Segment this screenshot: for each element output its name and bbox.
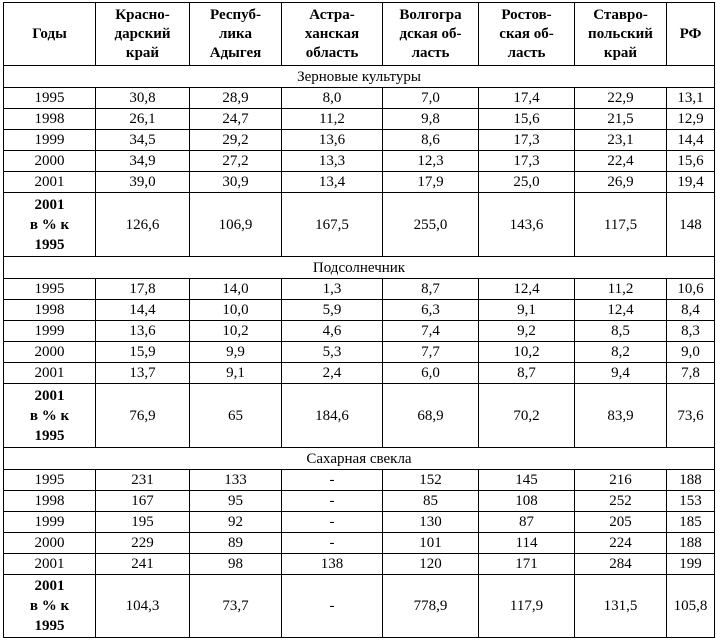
value-cell: 8,6 [383,130,479,151]
value-cell: 13,7 [96,363,190,384]
value-cell: 13,3 [282,151,383,172]
section-title: Подсолнечник [4,257,715,279]
value-cell: 34,9 [96,151,190,172]
ratio-value-cell: 117,5 [575,193,667,257]
header-krasnodar: Красно- дарский край [96,3,190,66]
value-cell: 12,4 [575,300,667,321]
table-row [4,300,715,321]
ratio-value-cell: 148 [667,193,715,257]
table-row [4,491,715,512]
value-cell: 95 [190,491,282,512]
value-cell: 15,9 [96,342,190,363]
value-cell: 8,3 [667,321,715,342]
year-cell: 1995 [4,88,96,109]
value-cell: 14,0 [190,279,282,300]
year-cell: 2000 [4,151,96,172]
value-cell: 13,6 [282,130,383,151]
ratio-value-cell: 143,6 [479,193,575,257]
table-row [4,130,715,151]
value-cell: 13,4 [282,172,383,193]
value-cell: 23,1 [575,130,667,151]
value-cell: 205 [575,512,667,533]
table-row [4,321,715,342]
value-cell: 120 [383,554,479,575]
value-cell: 10,2 [190,321,282,342]
value-cell: 26,1 [96,109,190,130]
value-cell: 8,5 [575,321,667,342]
value-cell: 188 [667,533,715,554]
value-cell: 6,0 [383,363,479,384]
value-cell: 22,4 [575,151,667,172]
value-cell: 241 [96,554,190,575]
value-cell: 284 [575,554,667,575]
value-cell: 9,1 [190,363,282,384]
year-cell: 1998 [4,109,96,130]
value-cell: 9,9 [190,342,282,363]
value-cell: 12,9 [667,109,715,130]
table-row [4,88,715,109]
table-row [4,109,715,130]
value-cell: 87 [479,512,575,533]
year-cell: 2000 [4,533,96,554]
year-cell: 1995 [4,279,96,300]
ratio-label-cell: 2001 в % к 1995 [4,193,96,257]
ratio-value-cell: 105,8 [667,575,715,638]
value-cell: 4,6 [282,321,383,342]
table-row [4,172,715,193]
value-cell: 8,7 [383,279,479,300]
ratio-value-cell: 117,9 [479,575,575,638]
value-cell: 138 [282,554,383,575]
value-cell: 34,5 [96,130,190,151]
ratio-value-cell: 70,2 [479,384,575,448]
ratio-value-cell: 73,6 [667,384,715,448]
value-cell: 231 [96,470,190,491]
section-title: Сахарная свекла [4,448,715,470]
table-row [4,533,715,554]
value-cell: 130 [383,512,479,533]
value-cell: 29,2 [190,130,282,151]
ratio-value-cell: 106,9 [190,193,282,257]
value-cell: 216 [575,470,667,491]
value-cell: - [282,512,383,533]
value-cell: 9,0 [667,342,715,363]
year-cell: 1999 [4,130,96,151]
value-cell: 10,2 [479,342,575,363]
value-cell: 15,6 [479,109,575,130]
ratio-row [4,193,715,257]
value-cell: 195 [96,512,190,533]
year-cell: 1995 [4,470,96,491]
value-cell: 185 [667,512,715,533]
value-cell: 11,2 [575,279,667,300]
value-cell: 24,7 [190,109,282,130]
value-cell: 14,4 [667,130,715,151]
crop-yield-table [3,2,715,638]
ratio-value-cell: 126,6 [96,193,190,257]
value-cell: 10,6 [667,279,715,300]
value-cell: 108 [479,491,575,512]
value-cell: 114 [479,533,575,554]
value-cell: 21,5 [575,109,667,130]
value-cell: 89 [190,533,282,554]
value-cell: 9,1 [479,300,575,321]
ratio-value-cell: 104,3 [96,575,190,638]
value-cell: 10,0 [190,300,282,321]
year-cell: 2000 [4,342,96,363]
value-cell: 167 [96,491,190,512]
value-cell: 6,3 [383,300,479,321]
section-title: Зерновые культуры [4,66,715,88]
value-cell: 17,3 [479,151,575,172]
table-row [4,470,715,491]
ratio-label-cell: 2001 в % к 1995 [4,575,96,638]
section-header-row [4,257,715,279]
value-cell: 30,8 [96,88,190,109]
value-cell: 27,2 [190,151,282,172]
value-cell: 9,8 [383,109,479,130]
value-cell: 39,0 [96,172,190,193]
value-cell: 28,9 [190,88,282,109]
header-volgograd: Волгогра дская об- ласть [383,3,479,66]
value-cell: 133 [190,470,282,491]
value-cell: 188 [667,470,715,491]
value-cell: - [282,470,383,491]
value-cell: 17,8 [96,279,190,300]
header-row [4,3,715,66]
value-cell: 14,4 [96,300,190,321]
value-cell: 101 [383,533,479,554]
value-cell: 8,4 [667,300,715,321]
value-cell: 9,4 [575,363,667,384]
value-cell: 224 [575,533,667,554]
ratio-value-cell: 131,5 [575,575,667,638]
value-cell: 12,4 [479,279,575,300]
ratio-value-cell: 73,7 [190,575,282,638]
value-cell: 7,7 [383,342,479,363]
value-cell: 19,4 [667,172,715,193]
value-cell: 85 [383,491,479,512]
ratio-value-cell: 255,0 [383,193,479,257]
value-cell: 25,0 [479,172,575,193]
year-cell: 2001 [4,363,96,384]
year-cell: 2001 [4,172,96,193]
year-cell: 1999 [4,512,96,533]
value-cell: - [282,533,383,554]
value-cell: 26,9 [575,172,667,193]
value-cell: 5,3 [282,342,383,363]
ratio-value-cell: 83,9 [575,384,667,448]
value-cell: 15,6 [667,151,715,172]
header-astrakhan: Астра- ханская область [282,3,383,66]
value-cell: 92 [190,512,282,533]
value-cell: 7,0 [383,88,479,109]
value-cell: 30,9 [190,172,282,193]
table-row [4,342,715,363]
value-cell: 17,4 [479,88,575,109]
ratio-value-cell: 778,9 [383,575,479,638]
header-adygea: Респуб- лика Адыгея [190,3,282,66]
value-cell: 1,3 [282,279,383,300]
value-cell: 22,9 [575,88,667,109]
value-cell: 252 [575,491,667,512]
value-cell: 153 [667,491,715,512]
value-cell: 152 [383,470,479,491]
table-row [4,279,715,300]
table-row [4,151,715,172]
value-cell: 8,7 [479,363,575,384]
ratio-value-cell: 68,9 [383,384,479,448]
year-cell: 2001 [4,554,96,575]
value-cell: 17,9 [383,172,479,193]
ratio-row [4,575,715,638]
table-row [4,554,715,575]
value-cell: 229 [96,533,190,554]
header-rf: РФ [667,3,715,66]
section-header-row [4,66,715,88]
value-cell: 12,3 [383,151,479,172]
value-cell: 8,0 [282,88,383,109]
value-cell: 9,2 [479,321,575,342]
value-cell: 7,4 [383,321,479,342]
value-cell: 145 [479,470,575,491]
year-cell: 1998 [4,300,96,321]
value-cell: 171 [479,554,575,575]
value-cell: 13,6 [96,321,190,342]
year-cell: 1999 [4,321,96,342]
table-body [4,3,715,638]
header-rostov: Ростов- ская об- ласть [479,3,575,66]
ratio-value-cell: 76,9 [96,384,190,448]
value-cell: 8,2 [575,342,667,363]
value-cell: 11,2 [282,109,383,130]
ratio-value-cell: 65 [190,384,282,448]
table-row [4,512,715,533]
header-years: Годы [4,3,96,66]
value-cell: 2,4 [282,363,383,384]
table-row [4,363,715,384]
header-stavropol: Ставро- польский край [575,3,667,66]
value-cell: 17,3 [479,130,575,151]
ratio-value-cell: 167,5 [282,193,383,257]
value-cell: 7,8 [667,363,715,384]
value-cell: 5,9 [282,300,383,321]
year-cell: 1998 [4,491,96,512]
value-cell: 98 [190,554,282,575]
section-header-row [4,448,715,470]
ratio-row [4,384,715,448]
value-cell: 13,1 [667,88,715,109]
value-cell: 199 [667,554,715,575]
ratio-value-cell: 184,6 [282,384,383,448]
value-cell: - [282,491,383,512]
ratio-label-cell: 2001 в % к 1995 [4,384,96,448]
ratio-value-cell: - [282,575,383,638]
